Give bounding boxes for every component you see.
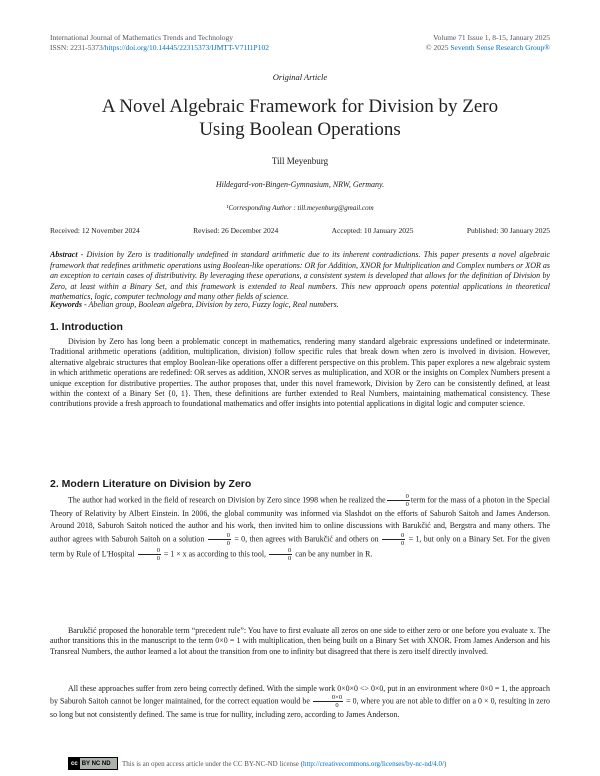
cc-logo-icon: cc	[69, 758, 80, 769]
section-1-heading: 1. Introduction	[50, 321, 123, 333]
fraction-denominator: 0	[156, 554, 160, 562]
section-2-paragraph-2: Barukčić proposed the honorable term “precedent rule”: You have to first evaluate all zeros on one side to either zero or one before you evaluate x. The author transitions this in the manuscript to the term 0×0 = 1 with multiplication, then being built on a Binary Set with XNOR. From James Anderson and his Transreal Numbers, the author learned a lot about the transition from one to infinity but disagreed that there is zero itself directly involved.	[50, 626, 550, 656]
fraction	[313, 694, 343, 709]
corresponding-author: ¹Corresponding Author : till.meyenburg@gmail.com	[226, 204, 374, 212]
text-run: = 0, where you are not able to differ on a 0 × 0, resulting in zero so long but not consistently defined. The same is true for nullity, including zero, according to James Anderson.	[50, 696, 550, 720]
running-header-left	[50, 33, 269, 53]
fraction	[269, 547, 292, 562]
fraction-numerator: 0×0	[313, 694, 343, 702]
fraction	[387, 493, 410, 508]
text-run: All these approaches suffer from zero being correctly defined. With the simple work 0×0×0 <> 0×0, put in an environment where 0×0 = 1, the approach by Saburoh Saitoh cannot be longer maintained, for the correct equation would be	[50, 684, 550, 706]
text-run: term for the mass of a photon in the Special Theory of Relativity by Albert Einstein. In 2006, the global community was informed via Slashdot on the efforts of Saburoh Saitoh and James Anderson. Around 2018, Saburoh Saitoh noticed the author and his work, then invited him to online discussions with Barukčić and, Bergstra and many others. The author agrees with Saburoh Saitoh on a solution	[50, 495, 550, 543]
section-2-paragraph-1	[50, 493, 550, 562]
section-1-paragraph: Division by Zero has long been a problematic concept in mathematics, rendering many standard algebraic expressions undefined or indeterminate. Traditional arithmetic operations (addition, multiplication, division) follow specific rules that break down when zero is involved in division. However, alternative algebraic structures that employ Boolean-like operations offer a different perspective on this problem. This paper explores a new algebraic system in which arithmetic operations are redefined: OR serves as addition, XNOR serves as multiplication, and XOR or the insights on Complex Numbers present a unique exception for distributive properties. The author proposes that, under this novel framework, Division by Zero can be consistently defined, at least within the context of a Binary Set {0, 1}. Then, these definitions are further extended to Real Numbers, maintaining mathematical consistency. These contributions provide a fresh approach to foundational mathematics and offer insights into potential applications in digital logic and computer science.	[50, 337, 550, 409]
author-name: Till Meyenburg	[271, 156, 329, 166]
fraction	[138, 547, 161, 562]
fraction-denominator: 0	[405, 501, 409, 508]
keywords-text: - Abelian group, Boolean algebra, Division by zero, Fuzzy logic, Real numbers.	[82, 300, 339, 309]
cc-license-badge[interactable]	[68, 757, 118, 770]
journal-name: International Journal of Mathematics Trends and Technology	[50, 33, 234, 42]
date-revised: Revised: 26 December 2024	[193, 226, 279, 235]
text-run: as according to this tool,	[188, 548, 266, 558]
publisher-link[interactable]: Seventh Sense Research Group®	[450, 43, 550, 52]
fraction-numerator: 0	[387, 493, 410, 501]
fraction-numerator: 0	[382, 532, 405, 540]
text-run: = 1 × x	[163, 548, 187, 558]
cc-terms: BY NC ND	[81, 760, 111, 767]
license-text: This is an open access article under the CC BY-NC-ND license (	[122, 759, 303, 768]
volume-info: Volume 71 Issue 1, 8-15, January 2025	[433, 33, 550, 42]
fraction-denominator: 0	[226, 539, 230, 547]
affiliation: Hildegard-von-Bingen-Gymnasium, NRW, Germany.	[215, 180, 385, 189]
license-footer	[68, 757, 446, 770]
fraction-numerator: 0	[208, 532, 231, 540]
copyright: © 2025	[425, 43, 451, 52]
abstract-label: Abstract	[50, 250, 78, 259]
fraction	[208, 532, 231, 547]
doi-link[interactable]: https://doi.org/10.14445/22315373/IJMTT-V71I1P102	[104, 43, 269, 52]
license-close: )	[444, 759, 447, 768]
text-run: = 0, then agrees with Barukčić and others on	[234, 533, 379, 543]
date-accepted: Accepted: 10 January 2025	[331, 226, 414, 235]
fraction-numerator: 0	[138, 547, 161, 555]
issn: ISSN: 2231-5373/	[50, 43, 105, 52]
fraction-denominator: 0	[400, 539, 405, 547]
text-run: The author had worked in the field of research on Division by Zero since 1998 when he realized the	[68, 495, 386, 505]
article-type: Original Article	[272, 72, 328, 82]
keywords	[50, 300, 550, 309]
section-2-heading: 2. Modern Literature on Division by Zero	[50, 478, 252, 490]
abstract	[50, 250, 550, 303]
license-link[interactable]: http://creativecommons.org/licenses/by-nc-nd/4.0/	[302, 759, 444, 768]
date-published: Published: 30 January 2025	[466, 226, 550, 235]
article-dates	[50, 226, 550, 235]
title-line-2: Using Boolean Operations	[199, 119, 401, 140]
text-run: = 1, but only on a Binary Set. For the given term by Rule of L'Hospital	[50, 533, 550, 558]
fraction-denominator: 0	[335, 702, 339, 710]
fraction	[382, 532, 405, 547]
text-run: can be any number in R.	[295, 548, 373, 558]
paper-title	[50, 95, 550, 141]
fraction-denominator: 0	[287, 554, 292, 562]
title-line-1: A Novel Algebraic Framework for Division by Zero	[101, 96, 499, 117]
date-received: Received: 12 November 2024	[50, 226, 140, 235]
keywords-label: Keywords	[50, 300, 82, 309]
running-header-right	[426, 33, 550, 53]
fraction-numerator: 0	[269, 547, 292, 555]
abstract-text: - Division by Zero is traditionally undefined in standard arithmetic due to its inherent contradictions. This paper presents a novel algebraic framework that redefines arithmetic operations using Boolean-like operations: OR for Addition, XNOR for Multiplication and Complex numbers or XOR as an exception to certain cases of distributivity. By leveraging these operations, a consistent system is developed that allows for the definition of Division by Zero, at least within a Binary Set, and this framework is extended to Real numbers. This new approach opens potential applications in theoretical mathematics, logic, computer technology and many other fields of science.	[50, 250, 550, 302]
section-2-paragraph-3	[50, 683, 550, 720]
